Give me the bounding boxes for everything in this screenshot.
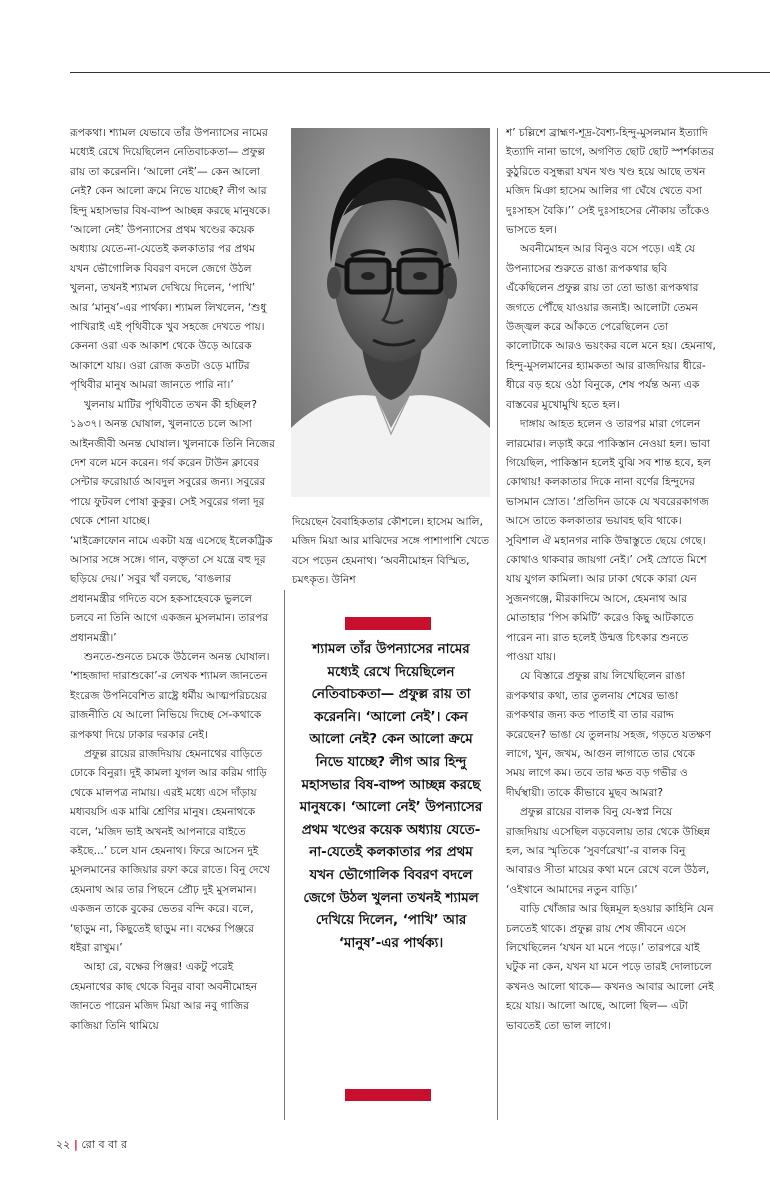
paragraph: খুলনায় মাটির পৃথিবীতে তখন কী হচ্ছিল? ১৯৩৭। অনন্ত ঘোষাল, খুলনাতে চলে আসা আইনজীবী অনন্ত ঘোষাল। খুলনাকে তিনি নিজের দেশ বলে মনে করেন। গর্ব করেন টাউন ক্লাবের সেন্টার ফরোয়ার্ড আবদুল সবুরের জন্য। সবুরের পায়ে ফুটবল পোষা কুকুর। সেই সবুরের গলা দূর থেকে শোনা যাচ্ছে। [70,398,275,528]
column-divider-right [497,128,498,1120]
section-name: রো ব বা র [81,1138,128,1151]
page-footer [56,1136,127,1155]
paragraph: ‘মাইক্রোফোন নামে একটা যন্ত্র এসেছে ইলেকট্রিক আসার সঙ্গে সঙ্গে। গান, বক্তৃতা সে যন্ত্রে বহু দূর ছড়িয়ে দেয়।’ সবুর খাঁ বলছে, ‘বাঙলার প্রধানমন্ত্রীর গদিতে বসে হকসাহেবকে ভুললে চলবে না তিনি আগে একজন মুসলমান। তারপর প্রধানমন্ত্রী।’ [70,534,273,644]
paragraph: দাঙ্গায় আহত হলেন ও তারপর মারা গেলেন লারমোর। লড়াই করে পাকিস্তান নেওয়া হল। ভাবা গিয়েছিল, পাকিস্তান হলেই বুঝি সব শান্ত হবে, হল কোথায়! কলকাতার দিকে নানা বর্ণের হিন্দুদের ভাসমান স্রোত। ‘প্রতিদিন ডাকে যে খবরেরকাগজ আসে তাতে কলকাতার ভয়াবহ ছবি থাকে। সুবিশাল ঐ মহানগর নাকি উদ্বাস্তুতে ছেয়ে গেছে। কোথাও থাকবার জায়গা নেই।’ সেই স্রোতে মিশে যায় যুগল কামিলা। আর ঢাকা থেকে কারা যেন সুজনগঞ্জে, মীরকাদিমে আসে, হেমনাথ আর মোতাহার ‘পিস কমিটি’ করেও কিছু আটকাতে পারেন না। রাত হলেই উন্মত্ত চিৎকার শুনতে পাওয়া যায়। [506,418,711,663]
paragraph: যে বিস্তারে প্রফুল্ল রায় লিখেছিলেন রাঙা রূপকথার কথা, তার তুলনায় শেষের ভাঙা রূপকথার জন্য কত পাতাই বা তার বরাদ্দ করেছেন? ভাঙা যে তুলনায় সহজ, গড়তে যতক্ষণ লাগে, খুন, জখম, আগুন লাগাতে তার থেকে সময় লাগে কম। তবে তার ক্ষত বড় গভীর ও দীর্ঘস্থায়ী। তাকে কীভাবে মুছব আমরা? [506,670,712,799]
pull-quote-accent-bar-bottom [345,1089,431,1101]
article-column-left [70,124,276,1109]
pull-quote-accent-bar-top [345,617,431,630]
paragraph: প্রফুল্ল রায়ের বালক বিনু যে-স্বপ্ন নিয়ে রাজদিয়ায় এসেছিল বড়বেলায় তার থেকে উচ্ছিন্ন হল, আর স্মৃতিকে ‘সুবর্ণরেখা’-র বালক বিনু আবারও সীতা মায়ের কথা মনে রেখে বলে উঠল, ‘ওইখানে আমাদের নতুন বাড়ি।’ [506,806,710,896]
page-number: ২২ [56,1138,71,1151]
paragraph: আহা রে, বক্ষের পিঞ্জর! একটু পরেই হেমনাথের কাছ থেকে বিনুর বাবা অবনীমোহন জানতে পারেন মজিদ মিয়া আর নবু গাজির কাজিয়া তিনি থামিয়ে [70,961,258,1032]
footer-separator: | [73,1138,78,1151]
pull-quote-box [292,617,490,1101]
paragraph: শুনতে-শুনতে চমকে উঠলেন অনন্ত ঘোষাল। ‘শাহজাদা দারাশুকো’-র লেখক শ্যামল জানতেন ইংরেজ উপনিবেশিত রাষ্ট্রে ধর্মীয় আত্মপরিচয়ের রাজনীতি যে আলো নিভিয়ে দিচ্ছে সে-কথাকে রূপকথা দিয়ে ঢাকার দরকার নেই। [70,650,270,741]
paragraph: দিয়েছেন বৈবাহিকতার কৌশলে। হাসেম আলি, মজিদ মিয়া আর মাঝিদের সঙ্গে পাশাপাশি খেতে বসে পড়েন হেমনাথ। ‘অবনীমোহন বিস্মিত, চমৎকৃত। উনিশ [292,516,490,587]
column-divider-left [284,590,285,1120]
author-portrait-photo [291,128,490,497]
paragraph: অবনীমোহন আর বিনুও বসে পড়ে। এই যে উপন্যাসের শুরুতে রাঙা রূপকথার ছবি এঁকেছিলেন প্রফুল্ল রায় তা তো ভাঙা রূপকথার জগতে পৌঁছে যাওয়ার জন্যই। আলোটা তেমন উজ্জ্বল করে আঁকতে পেরেছিলেন তো কালোটাকে আরও ভয়ংকর বলে মনে হয়। হেমনাথ, হিন্দু-মুসলমানের হ্যামকতা আর রাজদিয়ার ধীরে-ধীরে বড় হয়ে ওঠা বিনুকে, শেষ পর্যন্ত অন্য এক বাস্তবের মুখোমুখি হতে হল। [506,243,716,411]
article-column-right [506,124,716,1109]
paragraph: রূপকথা। শ্যামল যেভাবে তাঁর উপন্যাসের নামের মধ্যেই রেখে দিয়েছিলেন নেতিবাচকতা— প্রফুল্ল রায় তা করেননি। ‘আলো নেই’— কেন আলো নেই? কেন আলো ক্রমে নিভে যাচ্ছে? লীগ আর হিন্দু মহাসভার বিষ-বাষ্প আচ্ছন্ন করছে মানুষকে। ‘আলো নেই’ উপন্যাসের প্রথম খণ্ডের কয়েক অধ্যায় যেতে-না-যেতেই কলকাতার পর প্রথম যখন ভৌগোলিক বিবরণ বদলে জেগে উঠল খুলনা, তখনই শ্যামল দেখিয়ে দিলেন, ‘পাখি’ আর ‘মানুষ’-এর পার্থক্য। শ্যামল লিখলেন, ‘শুধু পাখিরাই এই পৃথিবীকে খুব সহজে দেখতে পায়। কেননা ওরা এক আকাশ থেকে উড়ে আরেক আকাশে যায়। ওরা রোজ কতটা ওড়ে মাটির পৃথিবীর মানুষ আমরা জানতে পারি না।’ [70,127,271,392]
pull-quote-text: শ্যামল তাঁর উপন্যাসের নামের মধ্যেই রেখে দিয়েছিলেন নেতিবাচকতা— প্রফুল্ল রায় তা করেননি। ‘আলো নেই’। কেন আলো নেই? কেন আলো ক্রমে নিভে যাচ্ছে? লীগ আর হিন্দু মহাসভার বিষ-বাষ্প আচ্ছন্ন করছে মানুষকে। ‘আলো নেই’ উপন্যাসের প্রথম খণ্ডের কয়েক অধ্যায় যেতে-না-যেতেই কলকাতার পর প্রথম যখন ভৌগোলিক বিবরণ বদলে জেগে উঠল খুলনা তখনই শ্যামল দেখিয়ে দিলেন, ‘পাখি’ আর ‘মানুষ’-এর পার্থক্য। [299,642,483,951]
paragraph: শ’ চল্লিশে ব্রাহ্মণ-শূদ্র-বৈশ্য-হিন্দু-মুসলমান ইত্যাদি ইত্যাদি নানা ভাগে, অগণিত ছোট ছোট স্পর্শকাতর কুঠুরিতে বসুন্ধরা যখন খণ্ড খণ্ড হয়ে আছে তখন মজিদ মিঞা হাসেম আলির গা ঘেঁষে খেতে বসা দুঃসাহস বৈকি।’’ সেই দুঃসাহসের নৌকায় তাঁকেও ভাসতে হল। [506,127,715,237]
article-column-middle [292,513,490,593]
paragraph: বাড়ি খোঁজার আর ছিন্নমূল হওয়ার কাহিনি যেন চলতেই থাকে। প্রফুল্ল রায় শেষ জীবনে এসে লিখেছিলেন ‘যখন যা মনে পড়ে।’ তারপরে যাই ঘটুক না কেন, যখন যা মনে পড়ে তারই দোলাচলে কখনও আলো থাকে— কখনও আবার আলো নেই হয়ে যায়। আলো আছে, আলো ছিল— এটা ভাবতেই তো ভাল লাগে। [506,903,714,1032]
paragraph: প্রফুল্ল রায়ের রাজদিয়ায় হেমনাথের বাড়িতে ঢোকে বিনুরা। দুই কামলা যুগল আর করিম গাড়ি থেকে মালপত্র নামায়। এরই মধ্যে এসে দাঁড়ায় মধ্যবয়সি এক মাঝি শ্রেণির মানুষ। হেমনাথকে বলে, ‘মজিদ ভাই অখনই আপনারে বাইতে কইছে...’ চলে যান হেমনাথ। ফিরে আসেন দুই মুসলমানের কাজিয়ার রফা করে রাতে। বিনু দেখে হেমনাথ আর তার পিছনে প্রৌঢ় দুই মুসলমান। একজন তাকে বুকের ভেতর বন্দি করে। বলে, ‘ছাড়ুম না, কিছুতেই ছাড়ুম না। বক্ষের পিঞ্জরে ধইরা রাখুম।’ [70,748,270,955]
header-rule [70,72,770,73]
